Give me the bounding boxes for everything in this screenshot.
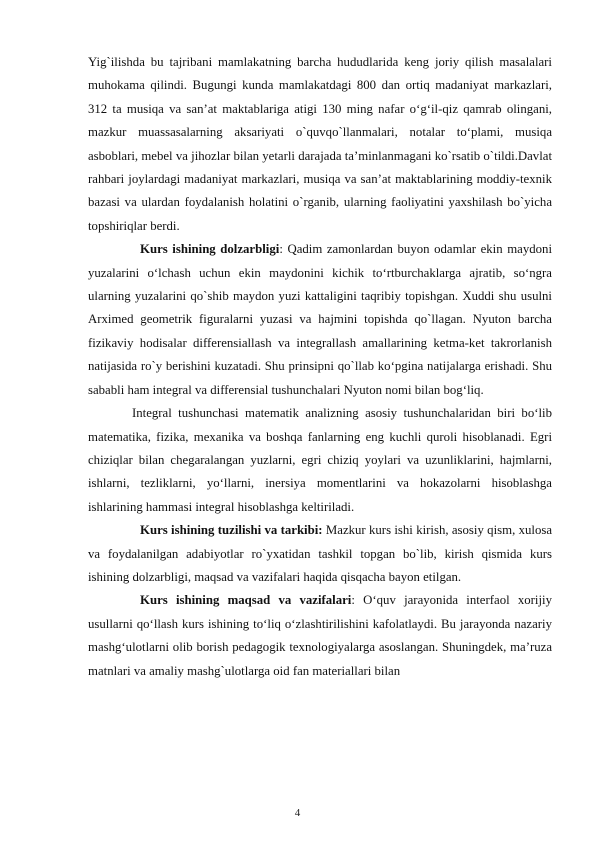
paragraph-structure (88, 519, 552, 589)
relevance-text: : Qadim zamonlardan buyon odamlar ekin maydoni yuzalarini o‘lchash uchun ekin maydonini kichik to‘rtburchaklarga ajratib, so‘ngra ularning yuzalarini qo`shib maydon yuzi kattaligini taqribiy topishgan. Xuddi shu usulni Arximed geometrik figuralarni yuzasi va hajmini topishda qo`llagan. Nyuton barcha fizikaviy hodisalar differensiallash va integrallash amallarining ketma-ket takrorlanish natijasida ro`y berishini kuzatadi. Shu prinsipni qo`llab ko‘pgina natijalarga erishadi. Shu sababli ham integral va differensial tushunchalari Nyuton nomi bilan bog‘liq. (88, 242, 552, 397)
integral-text: Integral tushunchasi matematik analizning asosiy tushunchalaridan biri bo‘lib matematika, fizika, mexanika va boshqa fanlarning eng kuchli quroli hisoblanadi. Egri chiziqlar bilan chegaralangan yuzlarni, egri chiziq yoylari va uzunliklarini, hajmlarni, ishlarni, tezliklarni, yo‘llarni, inersiya momentlarini va hokazolarni hisoblashga ishlarining hammasi integral hisoblashga keltiriladi. (88, 406, 552, 514)
structure-heading: Kurs ishining tuzilishi va tarkibi: (140, 523, 323, 538)
paragraph-goals (88, 589, 552, 683)
body-text (88, 51, 552, 683)
page-number: 4 (294, 807, 301, 819)
goals-heading: Kurs ishining maqsad va vazifalari (140, 593, 352, 608)
structure-text: Mazkur kurs ishi kirish, asosiy qism, xulosa va foydalanilgan adabiyotlar ro`yxatidan tashkil topgan bo`lib, kirish qismida kurs ishining dolzarbligi, maqsad va vazifalari haqida qisqacha bayon etilgan. (88, 523, 553, 584)
paragraph-1-text: Yig`ilishda bu tajribani mamlakatning barcha hududlarida keng joriy qilish masalalari muhokama qilindi. Bugungi kunda mamlakatdagi 800 dan ortiq madaniyat markazlari, 312 ta musiqa va san’at maktablariga atigi 130 ming nafar o‘g‘il-qiz qamrab olingani, mazkur muassasalarning aksariyati o`quvqo`llanmalari, notalar to‘plami, musiqa asboblari, mebel va jihozlar bilan yetarli darajada ta’minlanmagani ko`rsatib o`tildi.Davlat rahbari joylardagi madaniyat markazlari, musiqa va san’at maktablarining moddiy-texnik bazasi va ulardan foydalanish holatini o`rganib, ularning faoliyatini yaxshilash bo`yicha topshiriqlar berdi. (88, 55, 552, 233)
paragraph-1 (88, 51, 552, 238)
paragraph-integral (88, 402, 552, 519)
relevance-heading: Kurs ishining dolzarbligi (140, 242, 280, 257)
goals-text: : O‘quv jarayonida interfaol xorijiy usullarni qo‘llash kurs ishining to‘liq o‘zlashtirilishini kafolatlaydi. Bu jarayonda nazariy mashg‘ulotlarni olib borish pedagogik texnologiyalarga asoslangan. Shuningdek, ma’ruza matnlari va amaliy mashg`ulotlarga oid fan materiallari bilan (88, 593, 552, 678)
paragraph-relevance (88, 238, 552, 402)
